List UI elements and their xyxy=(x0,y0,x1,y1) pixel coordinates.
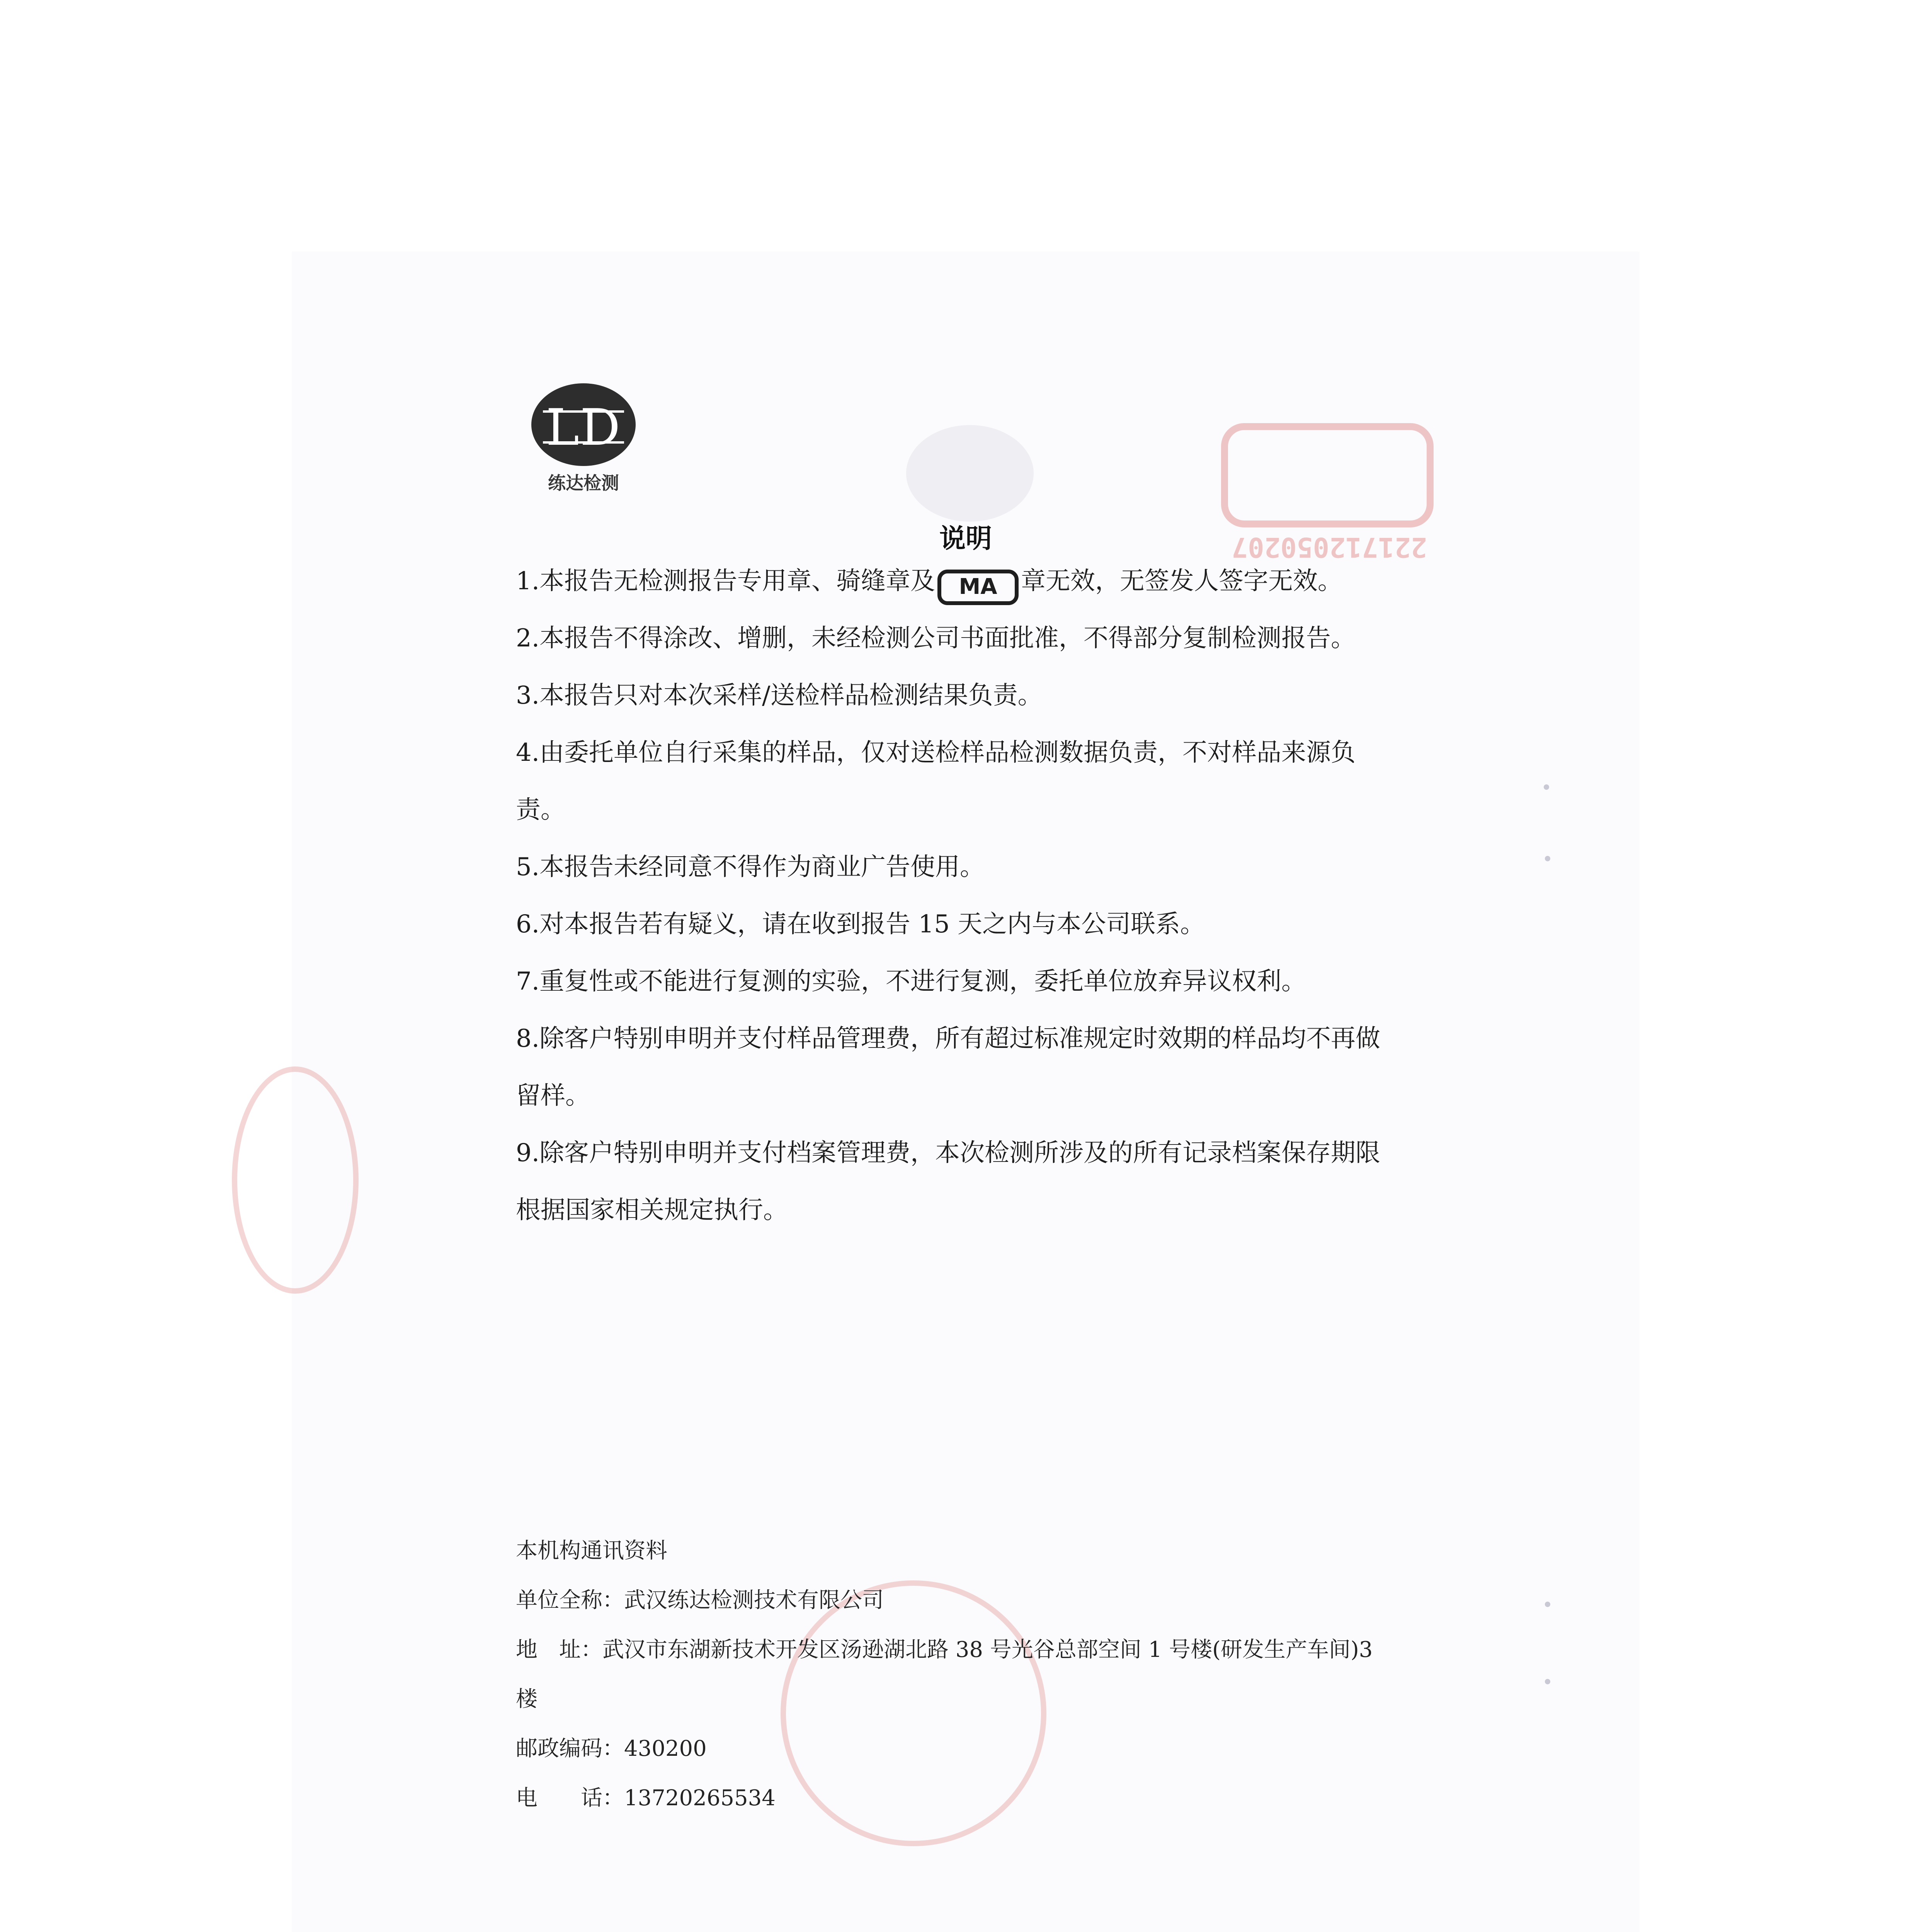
contact-heading: 本机构通讯资料 xyxy=(516,1538,667,1563)
contact-phone: 电 话：13720265534 xyxy=(516,1786,776,1811)
contact-address: 地 址：武汉市东湖新技术开发区汤逊湖北路 38 号光谷总部空间 1 号楼(研发生产车间)3 楼 xyxy=(516,1637,1373,1712)
contact-postcode: 邮政编码：430200 xyxy=(516,1736,707,1761)
note-text: 1.本报告无检测报告专用章、骑缝章及 xyxy=(516,567,936,595)
note-item-3: 3.本报告只对本次采样/送检样品检测结果负责。 xyxy=(516,681,1043,710)
contact-company: 单位全称：武汉练达检测技术有限公司 xyxy=(516,1588,884,1613)
cma-seal-frame xyxy=(1221,423,1434,527)
note-item-5: 5.本报告未经同意不得作为商业广告使用。 xyxy=(516,853,985,881)
company-logo xyxy=(531,383,636,495)
scan-mark xyxy=(1545,856,1550,861)
faint-emblem-watermark xyxy=(906,425,1034,522)
notes-list xyxy=(516,553,1401,1239)
contact-info xyxy=(516,1526,1401,1823)
note-item-9: 9.除客户特别申明并支付档案管理费，本次检测所涉及的所有记录档案保存期限根据国家相关规定执行。 xyxy=(516,1139,1381,1225)
note-item-8: 8.除客户特别申明并支付样品管理费，所有超过标准规定时效期的样品均不再做留样。 xyxy=(516,1024,1381,1110)
scan-mark xyxy=(1544,784,1549,790)
scan-mark xyxy=(1545,1602,1550,1607)
cma-seal-number: 221712050207 xyxy=(1232,531,1427,563)
cma-mark-icon: MA xyxy=(937,570,1019,605)
logo-company-name: 练达检测 xyxy=(548,473,619,493)
note-item-2: 2.本报告不得涂改、增删，未经检测公司书面批准，不得部分复制检测报告。 xyxy=(516,624,1356,653)
note-text: 章无效，无签发人签字无效。 xyxy=(1021,567,1343,595)
logo-letters: LD xyxy=(546,398,621,457)
note-item-6: 6.对本报告若有疑义，请在收到报告 15 天之内与本公司联系。 xyxy=(516,910,1205,939)
page-title: 说明 xyxy=(939,523,992,554)
left-edge-seal xyxy=(232,1066,359,1294)
note-item-4: 4.由委托单位自行采集的样品，仅对送检样品检测数据负责，不对样品来源负责。 xyxy=(516,738,1356,824)
note-item-7: 7.重复性或不能进行复测的实验，不进行复测，委托单位放弃异议权利。 xyxy=(516,967,1306,996)
scan-mark xyxy=(1545,1679,1550,1684)
note-item-1 xyxy=(516,553,1401,610)
